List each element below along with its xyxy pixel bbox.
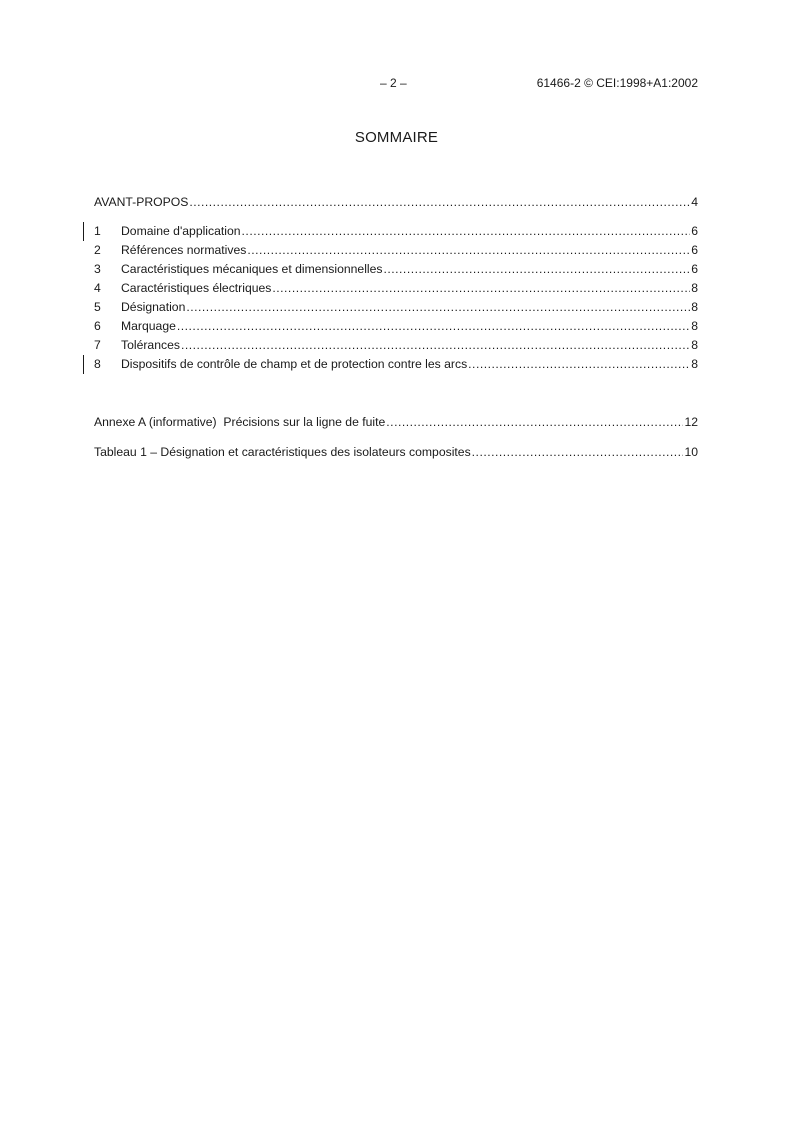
toc-entry-clause-7[interactable] <box>94 336 698 355</box>
toc-entry-page: 12 <box>684 415 698 429</box>
toc-entry-label: Tableau 1 – Désignation et caractéristiques des isolateurs composites <box>94 445 471 459</box>
toc-entry-page: 8 <box>691 357 698 371</box>
toc-entry-label: Tolérances <box>121 338 180 352</box>
toc-entry-page: 8 <box>691 319 698 333</box>
toc-entry-page: 6 <box>691 262 698 276</box>
toc-clauses-section <box>94 222 698 374</box>
toc-entry-clause-8[interactable] <box>94 355 698 374</box>
toc-leader-dots <box>247 241 690 260</box>
toc-leader-dots <box>468 355 690 374</box>
toc-tables-section <box>94 443 698 462</box>
toc-entry-number: 8 <box>94 357 101 371</box>
toc-entry-page: 8 <box>691 338 698 352</box>
toc-entry-page: 6 <box>691 224 698 238</box>
toc-foreword-section <box>94 193 698 212</box>
change-bar <box>83 355 84 374</box>
toc-leader-dots <box>272 279 690 298</box>
toc-leader-dots <box>386 413 683 432</box>
toc-entry-label: Références normatives <box>121 243 247 257</box>
toc-entry-label: Dispositifs de contrôle de champ et de protection contre les arcs <box>121 357 468 371</box>
toc-annex-section <box>94 413 698 432</box>
toc-leader-dots <box>242 222 691 241</box>
toc-leader-dots <box>186 298 690 317</box>
toc-entry-label: Annexe A (informative) Précisions sur la ligne de fuite <box>94 415 386 429</box>
document-reference: 61466-2 © CEI:1998+A1:2002 <box>536 76 698 90</box>
change-bar <box>83 222 84 241</box>
toc-entry-clause-6[interactable] <box>94 317 698 336</box>
toc-entry-page: 10 <box>684 445 698 459</box>
toc-entry-number: 4 <box>94 281 101 295</box>
toc-entry-label: Désignation <box>121 300 186 314</box>
toc-entry-label: AVANT-PROPOS <box>94 195 189 209</box>
toc-entry-number: 1 <box>94 224 101 238</box>
toc-entry-label: Caractéristiques mécaniques et dimensionnelles <box>121 262 383 276</box>
toc-leader-dots <box>189 193 690 212</box>
toc-entry-annex-a[interactable] <box>94 413 698 432</box>
toc-leader-dots <box>384 260 691 279</box>
toc-entry-clause-1[interactable] <box>94 222 698 241</box>
toc-entry-table-1[interactable] <box>94 443 698 462</box>
page-header <box>0 76 793 92</box>
toc-leader-dots <box>181 336 690 355</box>
toc-entry-clause-5[interactable] <box>94 298 698 317</box>
toc-entry-page: 6 <box>691 243 698 257</box>
toc-leader-dots <box>472 443 684 462</box>
toc-entry-number: 6 <box>94 319 101 333</box>
toc-title: SOMMAIRE <box>354 129 439 146</box>
toc-entry-clause-2[interactable] <box>94 241 698 260</box>
toc-entry-number: 5 <box>94 300 101 314</box>
toc-entry-clause-3[interactable] <box>94 260 698 279</box>
toc-entry-clause-4[interactable] <box>94 279 698 298</box>
toc-entry-label: Caractéristiques électriques <box>121 281 272 295</box>
toc-entry-label: Marquage <box>121 319 176 333</box>
page-number: – 2 – <box>380 76 407 90</box>
toc-entry-number: 2 <box>94 243 101 257</box>
toc-entry-page: 8 <box>691 281 698 295</box>
toc-entry-number: 7 <box>94 338 101 352</box>
toc-entry-number: 3 <box>94 262 101 276</box>
toc-entry-page: 8 <box>691 300 698 314</box>
toc-leader-dots <box>177 317 690 336</box>
toc-entry-page: 4 <box>691 195 698 209</box>
toc-entry-label: Domaine d'application <box>121 224 241 238</box>
toc-entry-foreword[interactable] <box>94 193 698 212</box>
